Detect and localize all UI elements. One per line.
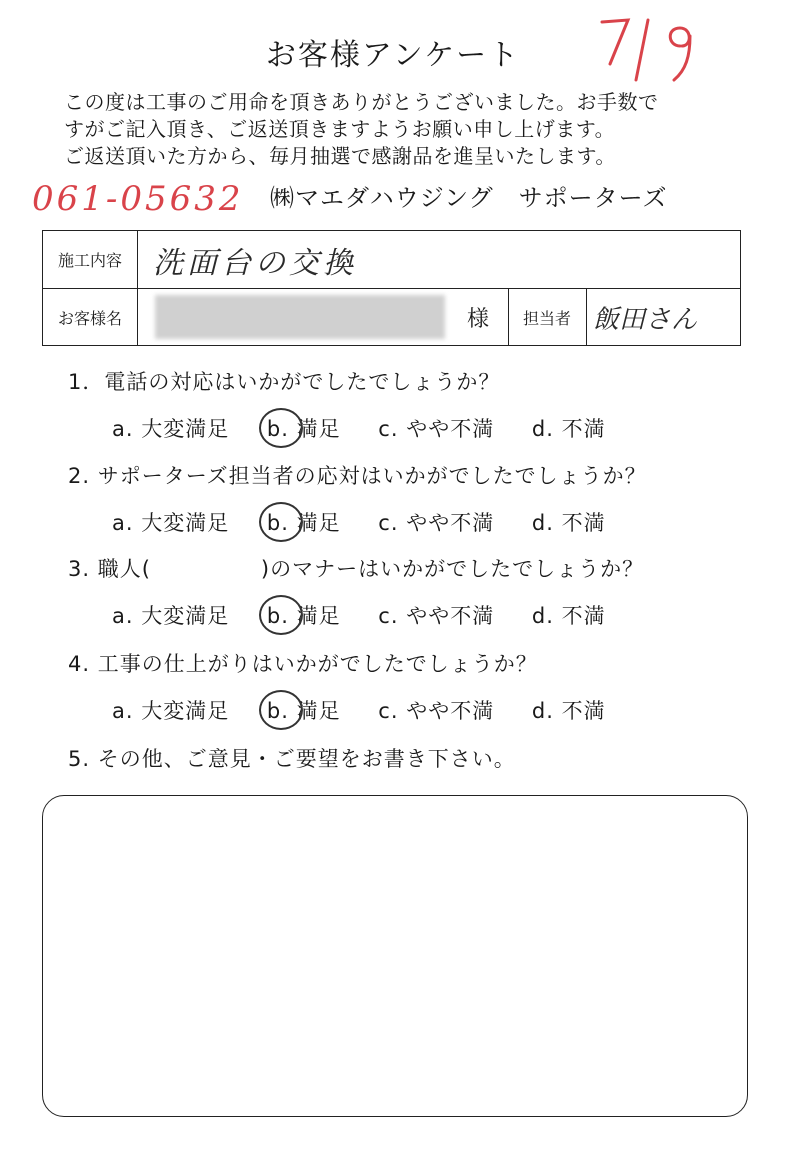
company-name: ㈱マエダハウジング サポーターズ [270,184,668,212]
customer-label: お客様名 [57,309,122,328]
q1-option-d[interactable]: d. 不満 [531,417,606,441]
q4-option-b[interactable]: b. 満足 [267,695,341,725]
selection-circle-icon [259,690,303,730]
question-4: 4. 工事の仕上がりはいかがでしたでしょうか？ [68,652,538,676]
q4-option-d[interactable]: d. 不満 [531,699,606,723]
info-table [42,230,741,346]
staff-value[interactable]: 飯田さん [593,305,698,335]
work-value[interactable]: 洗面台の交換 [153,245,357,281]
question-5: 5. その他、ご意見・ご要望をお書き下さい。 [68,747,516,771]
divider [137,289,138,346]
q2-option-d[interactable]: d. 不満 [531,511,606,535]
divider [586,289,587,346]
selection-circle-icon [259,502,303,542]
intro-line-1: この度は工事のご用命を頂きありがとうございました。お手数で [64,90,659,114]
q2-option-b[interactable]: b. 満足 [267,507,341,537]
question-3: 3. 職人( )のマナーはいかがでしたでしょうか？ [68,557,645,581]
q2-option-a[interactable]: a. 大変満足 [112,511,230,535]
question-2: 2. サポーターズ担当者の応対はいかがでしたでしょうか？ [68,464,647,488]
selection-circle-icon [259,408,303,448]
q3-option-d[interactable]: d. 不満 [531,604,606,628]
q1-option-c[interactable]: c. やや不満 [378,417,495,441]
question-1: 1．電話の対応はいかがでしたでしょうか？ [68,370,501,394]
question-1-options [112,413,636,443]
q1-option-b[interactable]: b. 満足 [267,413,341,443]
q3-option-a[interactable]: a. 大変満足 [112,604,230,628]
q3-option-b[interactable]: b. 満足 [267,600,341,630]
intro-line-2: すがご記入頂き、ご返送頂きますようお願い申し上げます。 [64,117,616,141]
q3-option-c[interactable]: c. やや不満 [378,604,495,628]
comments-textarea[interactable] [42,795,748,1117]
handwritten-date [588,6,728,86]
q1-option-a[interactable]: a. 大変満足 [112,417,230,441]
redacted-customer-name [155,295,445,339]
selection-circle-icon [259,595,303,635]
handwritten-customer-code [30,172,280,220]
intro-line-3: ご返送頂いた方から、毎月抽選で感謝品を進呈いたします。 [64,144,616,168]
staff-label: 担当者 [522,309,571,328]
work-label: 施工内容 [57,251,122,270]
q2-option-c[interactable]: c. やや不満 [378,511,495,535]
customer-row [43,289,740,346]
customer-suffix: 様 [466,307,489,332]
question-4-options [112,695,636,725]
form-title: お客様アンケート [265,38,521,73]
work-row [43,231,740,289]
customer-code-text: 061-05632 [32,179,244,219]
q4-option-a[interactable]: a. 大変満足 [112,699,230,723]
question-2-options [112,507,636,537]
question-3-options [112,600,636,630]
divider [137,231,138,288]
q4-option-c[interactable]: c. やや不満 [378,699,495,723]
